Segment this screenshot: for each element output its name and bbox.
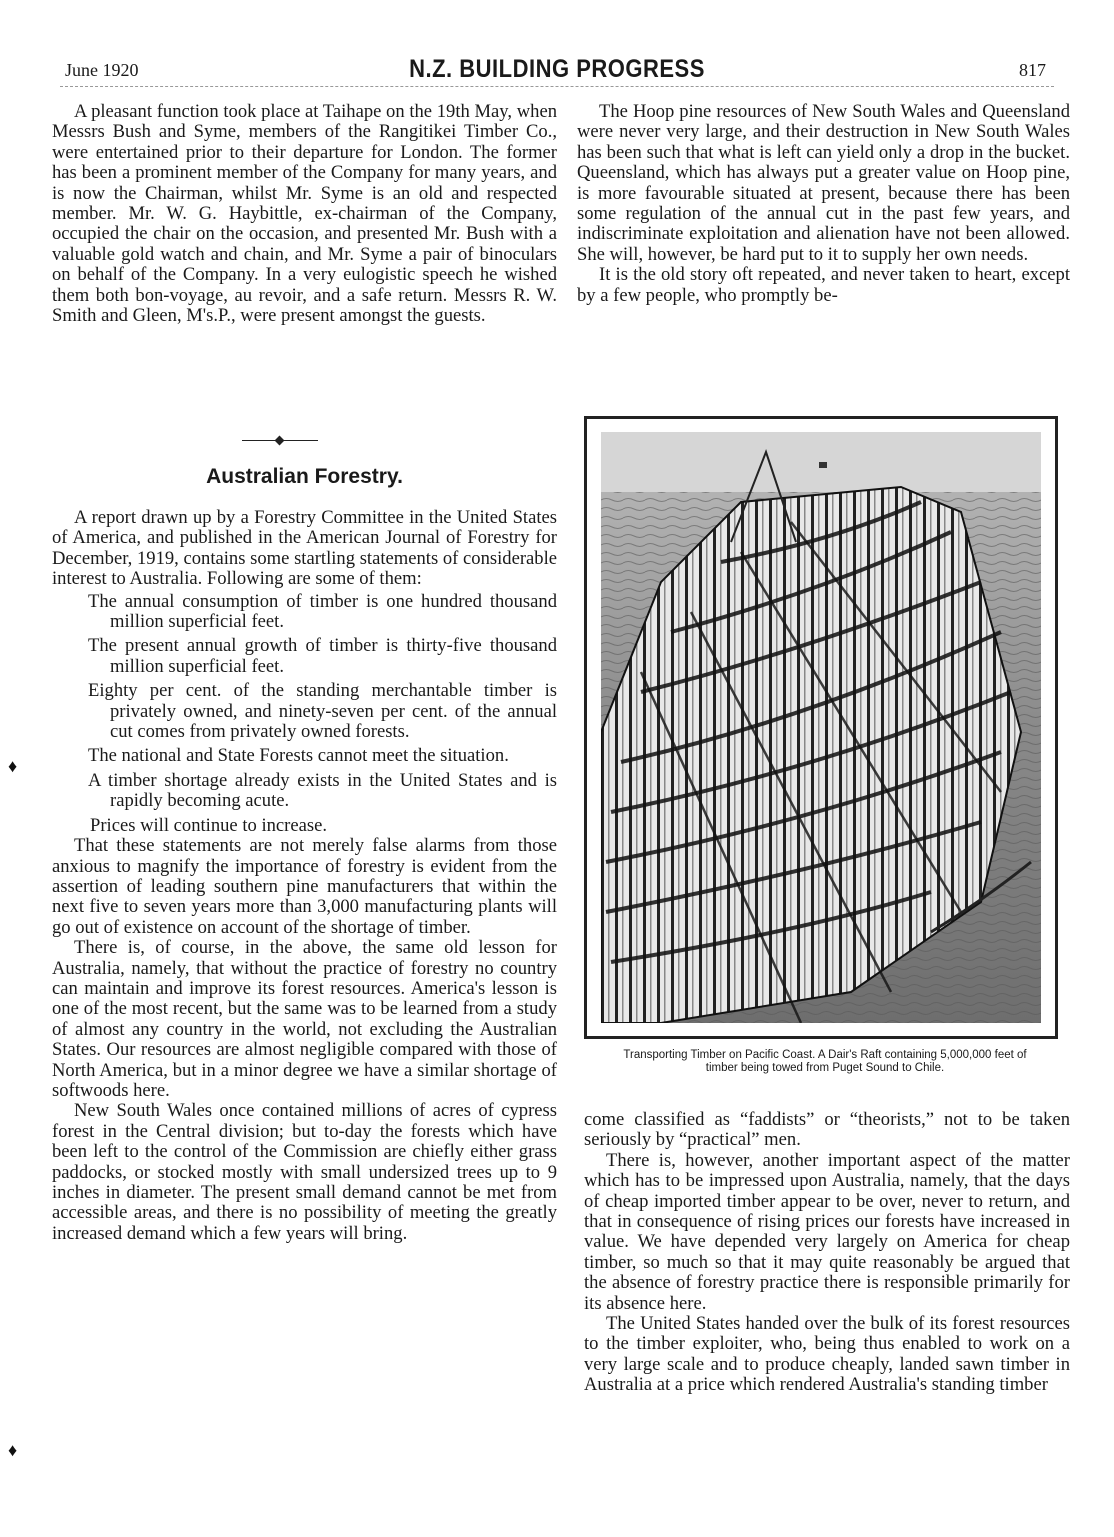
photo-caption: Transporting Timber on Pacific Coast. A Dair's Raft containing 5,000,000 feet of timber being towed from Puget Sound to Chile. [623,1049,1027,1074]
prices-line: Prices will continue to increase. [90,814,327,836]
section-divider [242,437,318,445]
article-paragraph: The Hoop pine resources of New South Wales and Queensland were never very large, and their destruction in New South Wales has been such that what is left can yield only a drop in the bucket. Queensland, which has always put a greater value on Hoop pine, is more favourable situated at present, because there has been some regulation of the annual cut in the past few years, and indiscriminate exploitation and alienation have not been allowed. She will, however, be hard put to it to supply her own needs. [577,101,1070,265]
article-paragraph: New South Wales once contained millions of acres of cypress forest in the Central division; but to-day the forests which have been left to the control of the Commission are chiefly either grass paddocks, or stocked mostly with small undersized trees up to 9 inches in diameter. The present small demand cannot be met from accessible areas, and there is no possibility of meeting the greatly increased demand which a few years will bring. [52,1100,557,1244]
finding-item: The national and State Forests cannot meet the situation. [88,745,509,767]
page-number: 817 [1019,60,1046,80]
finding-item: A timber shortage already exists in the United States and is rapidly becoming acute. [88,769,557,812]
finding-item: The present annual growth of timber is thirty-five thousand million superficial feet. [88,635,557,677]
issue-date: June 1920 [65,60,139,80]
page-header [0,56,1114,88]
header-rule [60,86,1054,87]
timber-raft-photo [584,416,1058,1039]
margin-blot-mark: ♦ [8,1440,18,1460]
article-paragraph: The United States handed over the bulk of its forest resources to the timber exploiter, who, being thus enabled to work on a very large scale and to produce cheaply, landed sawn timber in Australia at a price which rendered Australia's standing timber [584,1313,1070,1396]
finding-item: Eighty per cent. of the standing merchantable timber is privately owned, and ninety-seven per cent. of the annual cut comes from privately owned forests. [88,680,557,743]
article-paragraph: There is, however, another important aspect of the matter which has to be impressed upon Australia, namely, that the days of cheap imported timber appear to be over, never to return, and that in consequence of rising prices our forests have increased in value. We have depended very largely on America for cheap timber, so much so that it may quite reasonably be argued that the absence of forestry practice there is responsible primarily for its absence here. [584,1149,1070,1314]
margin-blot-mark: ♦ [8,756,18,776]
article-right-column-top [577,102,1070,306]
article-paragraph: There is, of course, in the above, the same old lesson for Australia, namely, that without the practice of forestry no country can maintain and improve its forest resources. America's lesson is one of the most recent, but the same was to be learned from a study of almost any country in the world, not excluding the Australian States. Our resources are almost negligible compared with those of North America, but in a minor degree we have a similar shortage of softwoods here. [52,937,557,1101]
taihape-paragraph: A pleasant function took place at Taihape on the 19th May, when Messrs Bush and Syme, members of the Rangitikei Timber Co., were entertained prior to their departure for London. The former has been a prominent member of the Company for many years, and is now the Chairman, whilst Mr. Syme is an old and respected member. Mr. W. G. Haybittle, ex-chairman of the Company, occupied the chair on the occasion, and presented Mr. Bush with a valuable gold watch and chain, and Mr. Syme a pair of binoculars on behalf of the Company. In a very eulogistic speech he wished them both bon-voyage, au revoir, and a safe return. Messrs R. W. Smith and Gleen, M's.P., were present amongst the guests. [52,101,557,327]
article-right-column-bottom [584,1110,1070,1396]
article-paragraph: That these statements are not merely false alarms from those anxious to magnify the importance of forestry is evident from the assertion of leading southern pine manufacturers that within the next five to seven years more than 3,000 manufacturing plants will go out of existence on account of the shortage of timber. [52,835,557,938]
raft-photo-image [601,432,1041,1023]
article-paragraph: It is the old story oft repeated, and never taken to heart, except by a few people, who promptly be- [577,264,1070,306]
article-intro: A report drawn up by a Forestry Committee in the United States of America, and published in the American Journal of Forestry for December, 1919, contains some startling statements of considerable interest to Australia. Following are some of them: [52,507,557,590]
article-left-column [52,508,557,1244]
publication-title: N.Z. BUILDING PROGRESS [409,54,705,83]
finding-item: The annual consumption of timber is one hundred thousand million superficial feet. [88,590,557,633]
article-heading: Australian Forestry. [206,465,403,488]
findings-list [52,592,557,812]
taihape-notice [52,102,557,326]
article-continuation: come classified as “faddists” or “theorists,” not to be taken seriously by “practical” men. [584,1109,1070,1151]
